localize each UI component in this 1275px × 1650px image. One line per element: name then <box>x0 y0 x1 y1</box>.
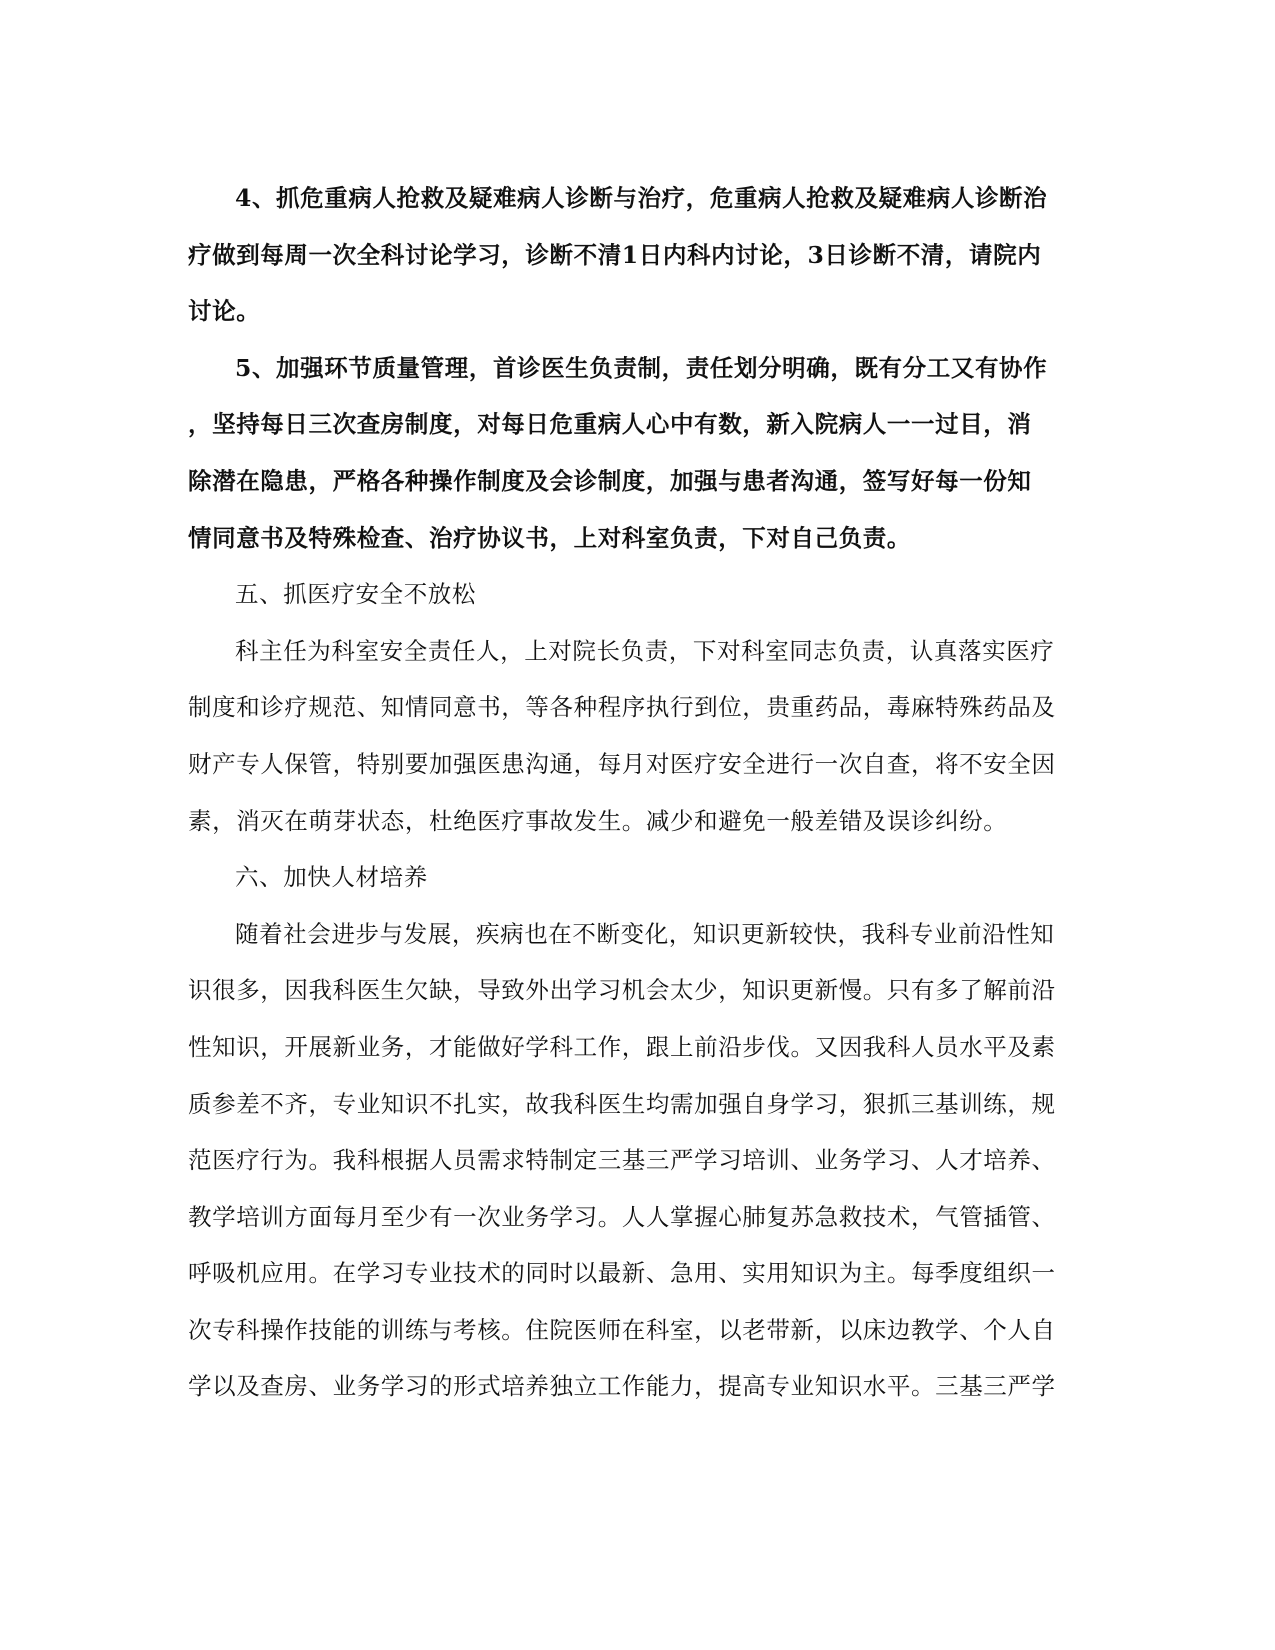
text-line: 次专科操作技能的训练与考核。住院医师在科室，以老带新，以床边教学、个人自 <box>188 1315 1056 1344</box>
text-line: ，坚持每日三次查房制度，对每日危重病人心中有数，新入院病人一一过目，消 <box>188 410 1032 439</box>
paragraph-medical-safety <box>188 623 1088 849</box>
section-heading-talent-training <box>188 849 1088 906</box>
paragraph-talent-training <box>188 906 1088 1415</box>
text-line: 质参差不齐，专业知识不扎实，故我科医生均需加强自身学习，狠抓三基训练，规 <box>188 1089 1056 1118</box>
document-body <box>188 170 1088 1415</box>
text-line: 除潜在隐患，严格各种操作制度及会诊制度，加强与患者沟通，签写好每一份知 <box>188 466 1032 495</box>
heading-text: 五、抓医疗安全不放松 <box>235 580 476 609</box>
text-line: 5、加强环节质量管理，首诊医生负责制，责任划分明确，既有分工又有协作 <box>235 353 1048 382</box>
text-line: 讨论。 <box>188 297 261 326</box>
text-line: 随着社会进步与发展，疾病也在不断变化，知识更新较快，我科专业前沿性知 <box>235 919 1055 948</box>
text-line: 呼吸机应用。在学习专业技术的同时以最新、急用、实用知识为主。每季度组织一 <box>188 1259 1056 1288</box>
text-line: 4、抓危重病人抢救及疑难病人诊断与治疗，危重病人抢救及疑难病人诊断治 <box>235 184 1048 212</box>
text-line: 疗做到每周一次全科讨论学习，诊断不清1日内科内讨论，3日诊断不清，请院内 <box>188 240 1042 269</box>
text-line: 学以及查房、业务学习的形式培养独立工作能力，提高专业知识水平。三基三严学 <box>188 1372 1056 1401</box>
text-line: 识很多，因我科医生欠缺，导致外出学习机会太少，知识更新慢。只有多了解前沿 <box>188 976 1056 1005</box>
text-line: 科主任为科室安全责任人，上对院长负责，下对科室同志负责，认真落实医疗 <box>235 636 1055 665</box>
text-line: 制度和诊疗规范、知情同意书，等各种程序执行到位，贵重药品，毒麻特殊药品及 <box>188 693 1056 722</box>
text-line: 财产专人保管，特别要加强医患沟通，每月对医疗安全进行一次自查，将不安全因 <box>188 749 1056 778</box>
paragraph-item-5 <box>188 340 1088 566</box>
section-heading-medical-safety <box>188 566 1088 623</box>
paragraph-item-4 <box>188 170 1088 340</box>
text-line: 性知识，开展新业务，才能做好学科工作，跟上前沿步伐。又因我科人员水平及素 <box>188 1032 1056 1061</box>
text-line: 范医疗行为。我科根据人员需求特制定三基三严学习培训、业务学习、人才培养、 <box>188 1146 1056 1175</box>
text-line: 教学培训方面每月至少有一次业务学习。人人掌握心肺复苏急救技术，气管插管、 <box>188 1202 1056 1231</box>
heading-text: 六、加快人材培养 <box>235 863 428 892</box>
text-line: 素，消灭在萌芽状态，杜绝医疗事故发生。减少和避免一般差错及误诊纠纷。 <box>188 806 1008 835</box>
text-line: 情同意书及特殊检查、治疗协议书，上对科室负责，下对自己负责。 <box>188 523 911 552</box>
